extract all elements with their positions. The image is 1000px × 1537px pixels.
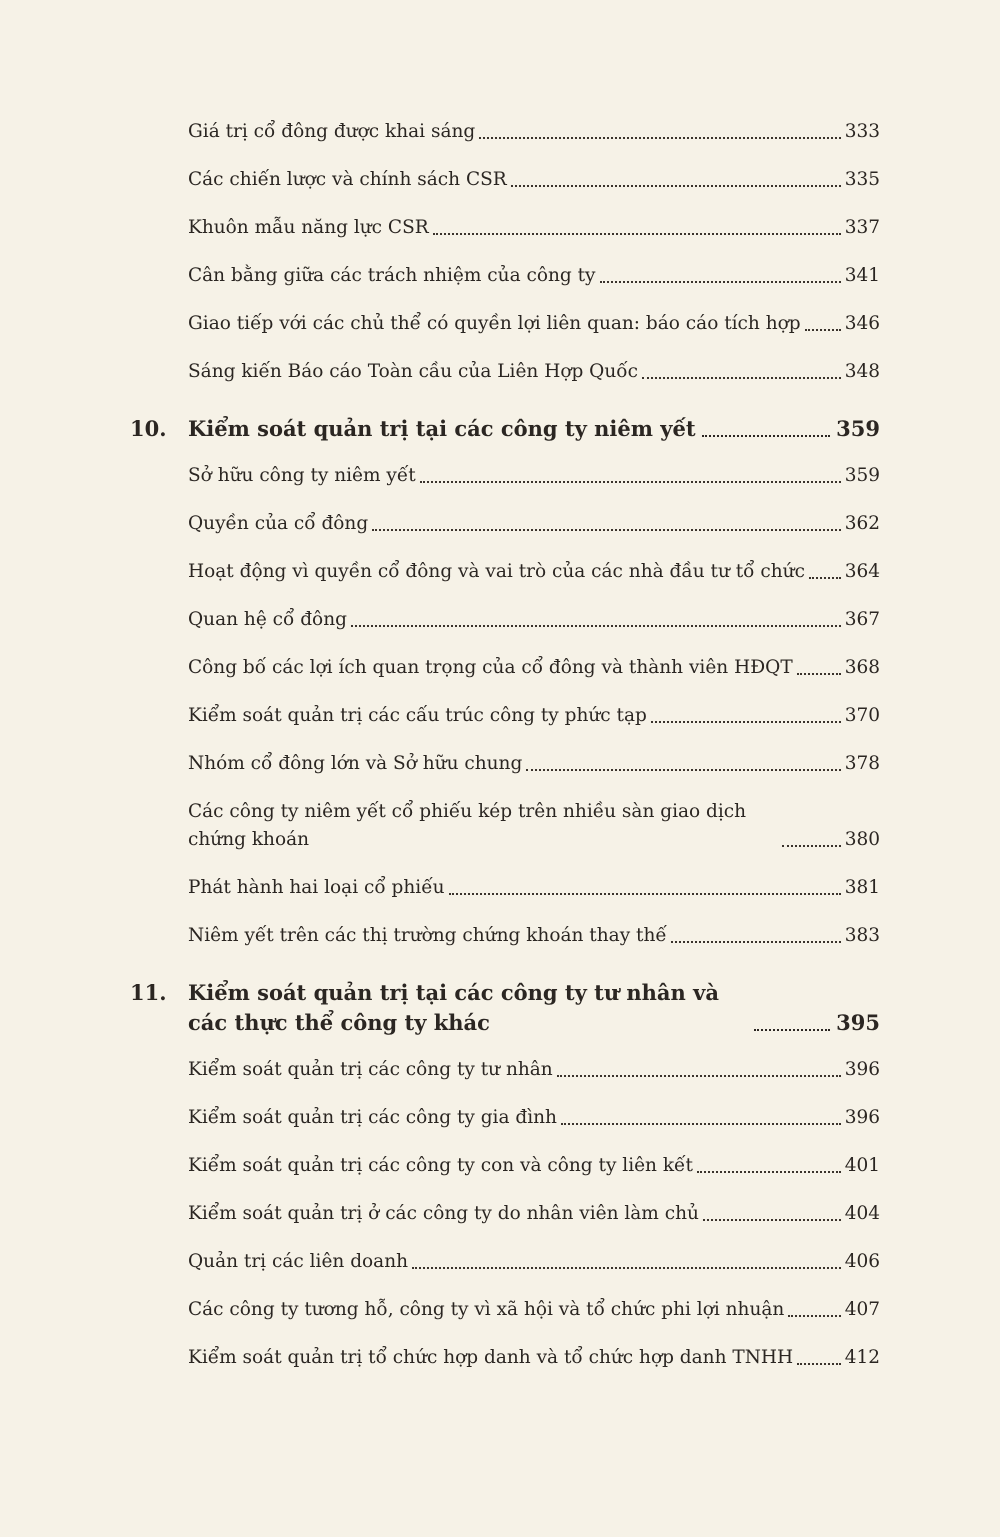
toc-entry-label: Kiểm soát quản trị các công ty gia đình [188, 1107, 557, 1128]
toc-entry [120, 166, 880, 194]
toc-entry [120, 510, 880, 538]
toc-entry [120, 262, 880, 290]
toc-entry [120, 606, 880, 634]
dot-leader [671, 941, 841, 943]
toc-entry-page: 359 [844, 465, 880, 486]
chapter-page: 359 [836, 416, 880, 441]
chapter-title: Kiểm soát quản trị tại các công ty niêm yết [188, 416, 696, 441]
toc-entry-page: 335 [844, 169, 880, 190]
toc-entry [120, 358, 880, 386]
toc-entry-page: 407 [844, 1299, 880, 1320]
toc-entry-label: Phát hành hai loại cổ phiếu [188, 877, 445, 898]
toc-entry [120, 1344, 880, 1372]
toc-entry [120, 798, 880, 854]
toc-entry-label: Giá trị cổ đông được khai sáng [188, 121, 476, 142]
toc-entry-page: 383 [844, 925, 880, 946]
toc-entry-page: 362 [844, 513, 880, 534]
toc-entry-page: 364 [844, 561, 880, 582]
toc-entry-page: 396 [844, 1059, 880, 1080]
toc-entry-page: 368 [844, 657, 880, 678]
toc-entry-label: Các công ty niêm yết cổ phiếu kép trên nhiều sàn giao dịch chứng khoán [188, 801, 747, 850]
chapter-number: 10. [130, 416, 167, 441]
dot-leader [754, 1029, 830, 1031]
toc-entry-page: 346 [844, 313, 880, 334]
toc-entry [120, 1056, 880, 1084]
dot-leader [651, 721, 841, 723]
toc-entry-label: Hoạt động vì quyền cổ đông và vai trò của các nhà đầu tư tổ chức [188, 561, 805, 582]
dot-leader [557, 1075, 841, 1077]
toc-chapter-heading [120, 978, 880, 1038]
toc-entry-page: 337 [844, 217, 880, 238]
toc-entry-page: 341 [844, 265, 880, 286]
toc-entry [120, 874, 880, 902]
toc-entry [120, 558, 880, 586]
dot-leader [412, 1267, 841, 1269]
toc-entry-page: 406 [844, 1251, 880, 1272]
toc-entry-label: Giao tiếp với các chủ thể có quyền lợi liên quan: báo cáo tích hợp [188, 313, 801, 334]
toc-entry [120, 750, 880, 778]
dot-leader [809, 577, 841, 579]
dot-leader [805, 329, 841, 331]
dot-leader [797, 673, 841, 675]
toc-entry [120, 214, 880, 242]
toc-entry-label: Sáng kiến Báo cáo Toàn cầu của Liên Hợp Quốc [188, 361, 638, 382]
dot-leader [433, 233, 841, 235]
toc-entry [120, 1248, 880, 1276]
toc-entry-label: Kiểm soát quản trị các công ty con và công ty liên kết [188, 1155, 693, 1176]
dot-leader [600, 281, 841, 283]
toc-entry-label: Các chiến lược và chính sách CSR [188, 169, 507, 190]
toc-entry-page: 333 [844, 121, 880, 142]
toc-entry [120, 654, 880, 682]
toc-entry [120, 702, 880, 730]
dot-leader [697, 1171, 841, 1173]
table-of-contents [120, 118, 880, 1392]
dot-leader [420, 481, 841, 483]
dot-leader [526, 769, 840, 771]
toc-entry [120, 1104, 880, 1132]
toc-entry [120, 118, 880, 146]
toc-chapter-heading [120, 414, 880, 444]
toc-entry-page: 412 [844, 1347, 880, 1368]
dot-leader [372, 529, 840, 531]
dot-leader [797, 1363, 841, 1365]
dot-leader [511, 185, 841, 187]
toc-entry-page: 367 [844, 609, 880, 630]
toc-entry-label: Khuôn mẫu năng lực CSR [188, 217, 429, 238]
toc-entry-label: Các công ty tương hỗ, công ty vì xã hội và tổ chức phi lợi nhuận [188, 1299, 785, 1320]
toc-entry [120, 462, 880, 490]
toc-entry-page: 370 [844, 705, 880, 726]
toc-entry-label: Cân bằng giữa các trách nhiệm của công ty [188, 265, 596, 286]
toc-entry-page: 380 [844, 829, 880, 850]
dot-leader [479, 137, 840, 139]
dot-leader [449, 893, 841, 895]
dot-leader [351, 625, 841, 627]
toc-entry-label: Kiểm soát quản trị các công ty tư nhân [188, 1059, 553, 1080]
toc-entry-label: Kiểm soát quản trị các cấu trúc công ty phức tạp [188, 705, 647, 726]
toc-entry-page: 381 [844, 877, 880, 898]
toc-entry-label: Quyền của cổ đông [188, 513, 369, 534]
chapter-title: Kiểm soát quản trị tại các công ty tư nhân và các thực thể công ty khác [188, 980, 719, 1035]
dot-leader [788, 1315, 840, 1317]
toc-entry-label: Quan hệ cổ đông [188, 609, 347, 630]
toc-entry-label: Niêm yết trên các thị trường chứng khoán thay thế [188, 925, 667, 946]
dot-leader [642, 377, 841, 379]
chapter-number: 11. [130, 980, 167, 1005]
toc-entry-label: Công bố các lợi ích quan trọng của cổ đông và thành viên HĐQT [188, 657, 793, 678]
toc-entry-page: 401 [844, 1155, 880, 1176]
toc-entry [120, 1200, 880, 1228]
toc-entry-label: Kiểm soát quản trị tổ chức hợp danh và tổ chức hợp danh TNHH [188, 1347, 794, 1368]
toc-entry-label: Quản trị các liên doanh [188, 1251, 409, 1272]
toc-entry [120, 1296, 880, 1324]
toc-entry [120, 310, 880, 338]
toc-entry [120, 1152, 880, 1180]
dot-leader [782, 845, 841, 847]
toc-entry-page: 404 [844, 1203, 880, 1224]
dot-leader [703, 1219, 841, 1221]
toc-entry-label: Kiểm soát quản trị ở các công ty do nhân viên làm chủ [188, 1203, 699, 1224]
toc-entry-page: 396 [844, 1107, 880, 1128]
toc-entry-page: 378 [844, 753, 880, 774]
dot-leader [561, 1123, 841, 1125]
toc-entry-page: 348 [844, 361, 880, 382]
toc-entry [120, 922, 880, 950]
dot-leader [702, 435, 831, 437]
toc-entry-label: Nhóm cổ đông lớn và Sở hữu chung [188, 753, 523, 774]
chapter-page: 395 [836, 1010, 880, 1035]
toc-entry-label: Sở hữu công ty niêm yết [188, 465, 416, 486]
